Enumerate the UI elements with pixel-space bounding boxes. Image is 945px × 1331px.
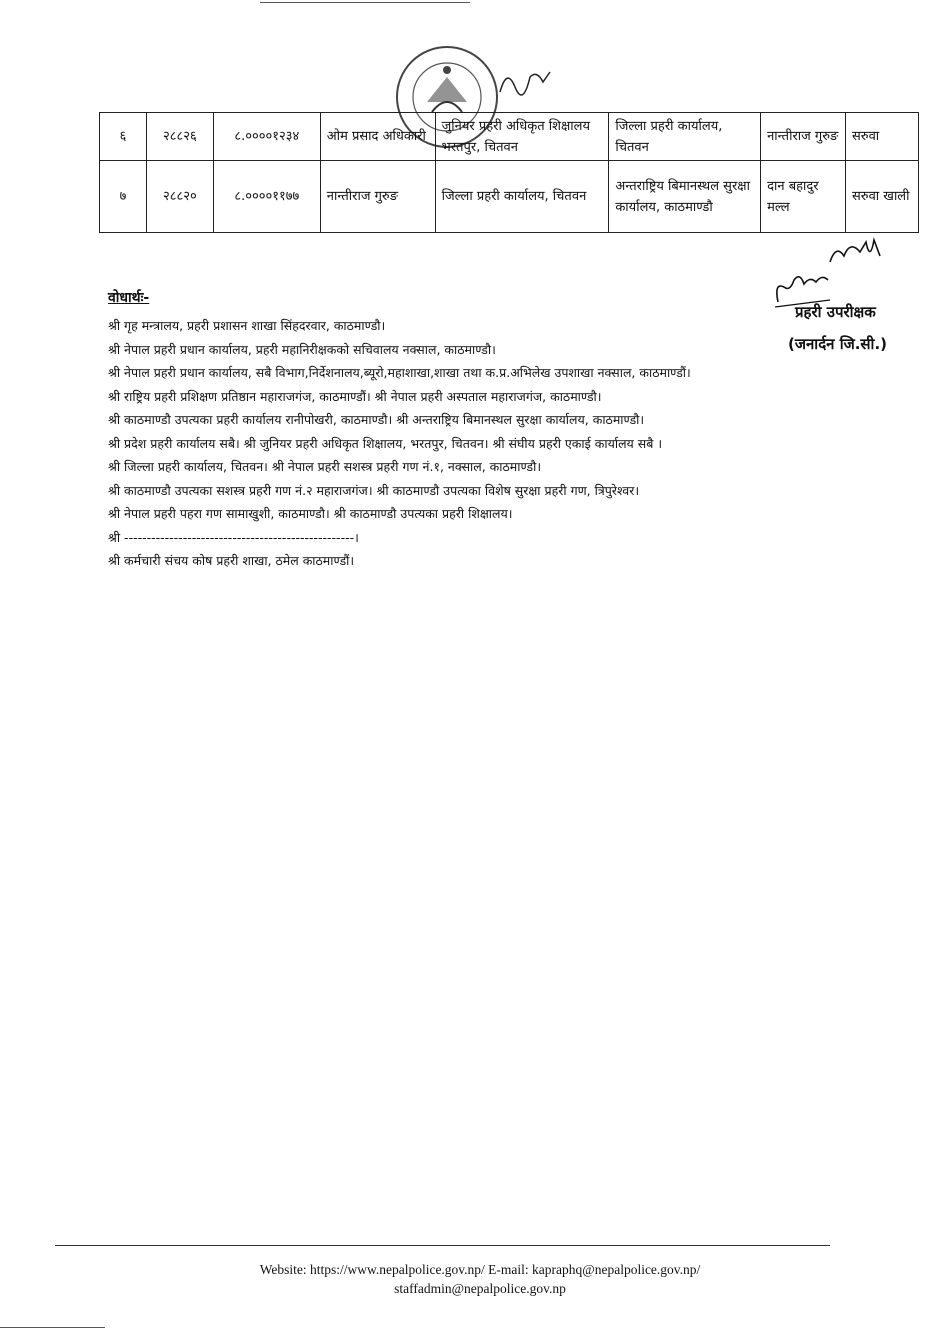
cell-remark: सरुवा (846, 113, 919, 161)
cc-line: श्री गृह मन्त्रालय, प्रहरी प्रशासन शाखा सिंहदरवार, काठमाण्डौ। (108, 318, 386, 333)
cc-list (108, 314, 828, 573)
cell-sn: ७ (100, 161, 147, 233)
cc-line: श्री काठमाण्डौ उपत्यका प्रहरी कार्यालय रानीपोखरी, काठमाण्डौ। श्री अन्तराष्ट्रिय बिमानस्थल सुरक्षा कार्यालय, काठमाण्डौ। (108, 412, 645, 427)
cell-sn: ६ (100, 113, 147, 161)
footer-divider (55, 1245, 830, 1246)
cell-from-office: जिल्ला प्रहरी कार्यालय, चितवन (435, 161, 609, 233)
table-row (100, 113, 919, 161)
cc-line: श्री काठमाण्डौ उपत्यका सशस्त्र प्रहरी गण नं.२ महाराजगंज। श्री काठमाण्डौ उपत्यका विशेष सुरक्षा प्रहरी गण, त्रिपुरेश्वर। (108, 482, 640, 498)
bottom-divider (0, 1327, 105, 1328)
cell-number: २८८२६ (146, 113, 213, 161)
cc-heading: वोधार्थः- (108, 290, 150, 306)
footer-email[interactable]: staffadmin@nepalpolice.gov.np (394, 1281, 566, 1296)
cell-to-office: जिल्ला प्रहरी कार्यालय, चितवन (609, 113, 761, 161)
footer (160, 1260, 800, 1298)
signatory-name: (जनार्दन जि.सी.) (788, 335, 888, 353)
cell-code: ८.००००१२३४ (213, 113, 320, 161)
cell-replacement: दान बहादुर मल्ल (761, 161, 846, 233)
signature-icon (770, 232, 900, 312)
cc-line: श्री नेपाल प्रहरी पहरा गण सामाखुशी, काठमाण्डौ। श्री काठमाण्डौ उपत्यका प्रहरी शिक्षालय। (108, 506, 513, 521)
signatory-title: प्रहरी उपरीक्षक (795, 303, 876, 321)
cell-remark: सरुवा खाली (846, 161, 919, 233)
top-divider (260, 2, 470, 3)
cc-line: श्री प्रदेश प्रहरी कार्यालय सबै। श्री जुनियर प्रहरी अधिकृत शिक्षालय, भरतपुर, चितवन। श्री संघीय प्रहरी एकाई कार्यालय सबै । (108, 435, 663, 451)
cc-line: श्री कर्मचारी संचय कोष प्रहरी शाखा, ठमेल काठमाण्डौं। (108, 553, 355, 568)
table-row (100, 161, 919, 233)
cell-code: ८.००००११७७ (213, 161, 320, 233)
cc-line: श्री नेपाल प्रहरी प्रधान कार्यालय, सबै विभाग,निर्देशनालय,ब्यूरो,महाशाखा,शाखा तथा क.प्र.अभिलेख उपशाखा नक्साल, काठमाण्डौं। (108, 365, 691, 380)
cc-line: श्री जिल्ला प्रहरी कार्यालय, चितवन। श्री नेपाल प्रहरी सशस्त्र प्रहरी गण नं.१, नक्साल, काठमाण्डौ। (108, 459, 542, 474)
cell-replacement: नान्तीराज गुरुङ (761, 113, 846, 161)
cc-line: श्री ---------------------------------------------------। (108, 529, 359, 545)
cell-to-office: अन्तराष्ट्रिय बिमानस्थल सुरक्षा कार्यालय, काठमाण्डौ (609, 161, 761, 233)
initial-signature-icon (495, 62, 555, 102)
cell-name: ओम प्रसाद अधिकारी (320, 113, 435, 161)
cell-name: नान्तीराज गुरुङ (320, 161, 435, 233)
transfer-table (99, 112, 919, 233)
cc-line: श्री राष्ट्रिय प्रहरी प्रशिक्षण प्रतिष्ठान महाराजगंज, काठमाण्डौं। श्री नेपाल प्रहरी अस्पताल महाराजगंज, काठमाण्डौ। (108, 388, 602, 404)
cell-from-office: जुनियर प्रहरी अधिकृत शिक्षालय भरतपुर, चितवन (435, 113, 609, 161)
cc-line: श्री नेपाल प्रहरी प्रधान कार्यालय, प्रहरी महानिरीक्षकको सचिवालय नक्साल, काठमाण्डौ। (108, 341, 496, 357)
footer-contact[interactable]: Website: https://www.nepalpolice.gov.np/ E-mail: kapraphq@nepalpolice.gov.np/ (259, 1262, 701, 1277)
cell-number: २८८२० (146, 161, 213, 233)
